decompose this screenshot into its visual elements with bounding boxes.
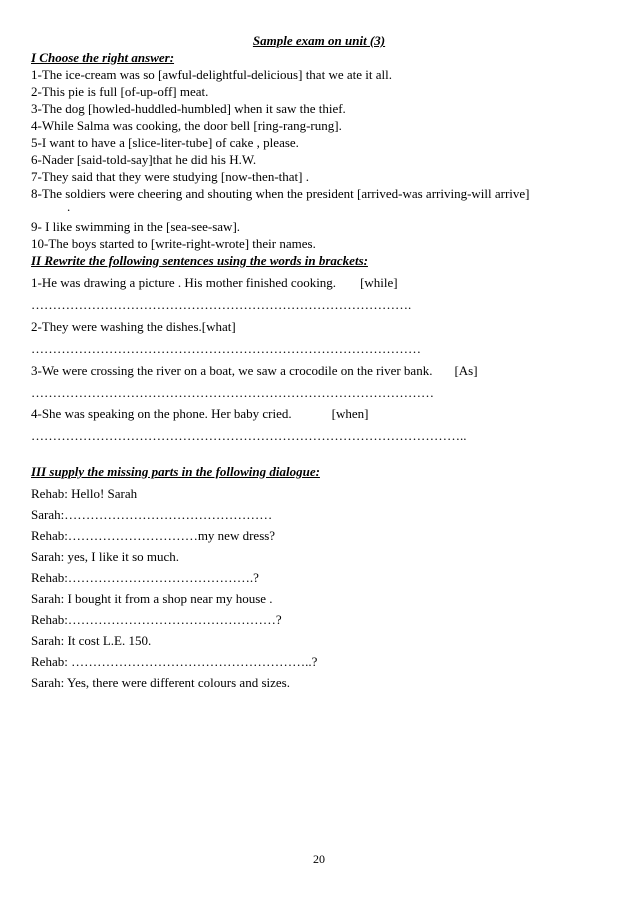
dialogue-line: Sarah: Yes, there were different colours and sizes.: [31, 675, 290, 690]
dialogue-line: Rehab:…………………………………….?: [31, 570, 259, 585]
sentence-hint: [while]: [360, 275, 398, 290]
list-item: 8-The soldiers were cheering and shouting when the president [arrived-was arriving-will arrive]: [31, 186, 530, 201]
stray-dot: .: [67, 199, 71, 214]
list-item: 7-They said that they were studying [now-then-that] .: [31, 169, 309, 184]
rewrite-sentence: [31, 275, 398, 291]
list-item: 9- I like swimming in the [sea-see-saw].: [31, 219, 241, 234]
sentence-text: 4-She was speaking on the phone. Her baby cried.: [31, 406, 292, 421]
answer-dots: …………………………………………………………………………………: [31, 385, 434, 400]
dialogue-line: Rehab:…………………………my new dress?: [31, 528, 276, 543]
sentence-text: 2-They were washing the dishes.[what]: [31, 319, 236, 334]
dialogue-line: Rehab: Hello! Sarah: [31, 486, 138, 501]
dialogue-line: Sarah: I bought it from a shop near my house .: [31, 591, 273, 606]
dialogue-line: Rehab: ………………………………………………..?: [31, 654, 318, 669]
sentence-hint: [As]: [454, 363, 478, 378]
dialogue-line: Sarah: yes, I like it so much.: [31, 549, 180, 564]
list-item: 6-Nader [said-told-say]that he did his H.W.: [31, 152, 257, 167]
answer-dots: …………………………………………………………………………….: [31, 297, 412, 312]
answer-dots: ………………………………………………………………………………………..: [31, 428, 467, 443]
dialogue-line: Sarah:…………………………………………: [31, 507, 273, 522]
list-item: 5-I want to have a [slice-liter-tube] of cake , please.: [31, 135, 299, 150]
section-2-heading: II Rewrite the following sentences using the words in brackets:: [31, 253, 368, 268]
rewrite-sentence: [31, 406, 368, 422]
dialogue-line: Sarah: It cost L.E. 150.: [31, 633, 152, 648]
rewrite-sentence: [31, 319, 236, 335]
dialogue-line: Rehab:…………………………………………?: [31, 612, 282, 627]
list-item: 3-The dog [howled-huddled-humbled] when it saw the thief.: [31, 101, 346, 116]
page-title: Sample exam on unit (3): [252, 33, 386, 48]
sentence-text: 3-We were crossing the river on a boat, we saw a crocodile on the river bank.: [31, 363, 433, 378]
rewrite-sentence: [31, 363, 478, 379]
section-1-heading: I Choose the right answer:: [31, 50, 175, 65]
answer-dots: ………………………………………………………………………………: [31, 341, 421, 356]
section-3-heading: III supply the missing parts in the following dialogue:: [31, 464, 320, 479]
list-item: 10-The boys started to [write-right-wrote] their names.: [31, 236, 316, 251]
sentence-text: 1-He was drawing a picture . His mother finished cooking.: [31, 275, 337, 290]
page-number: 20: [313, 852, 325, 866]
list-item: 1-The ice-cream was so [awful-delightful-delicious] that we ate it all.: [31, 67, 392, 82]
list-item: 4-While Salma was cooking, the door bell [ring-rang-rung].: [31, 118, 342, 133]
list-item: 2-This pie is full [of-up-off] meat.: [31, 84, 209, 99]
sentence-hint: [when]: [331, 406, 369, 421]
